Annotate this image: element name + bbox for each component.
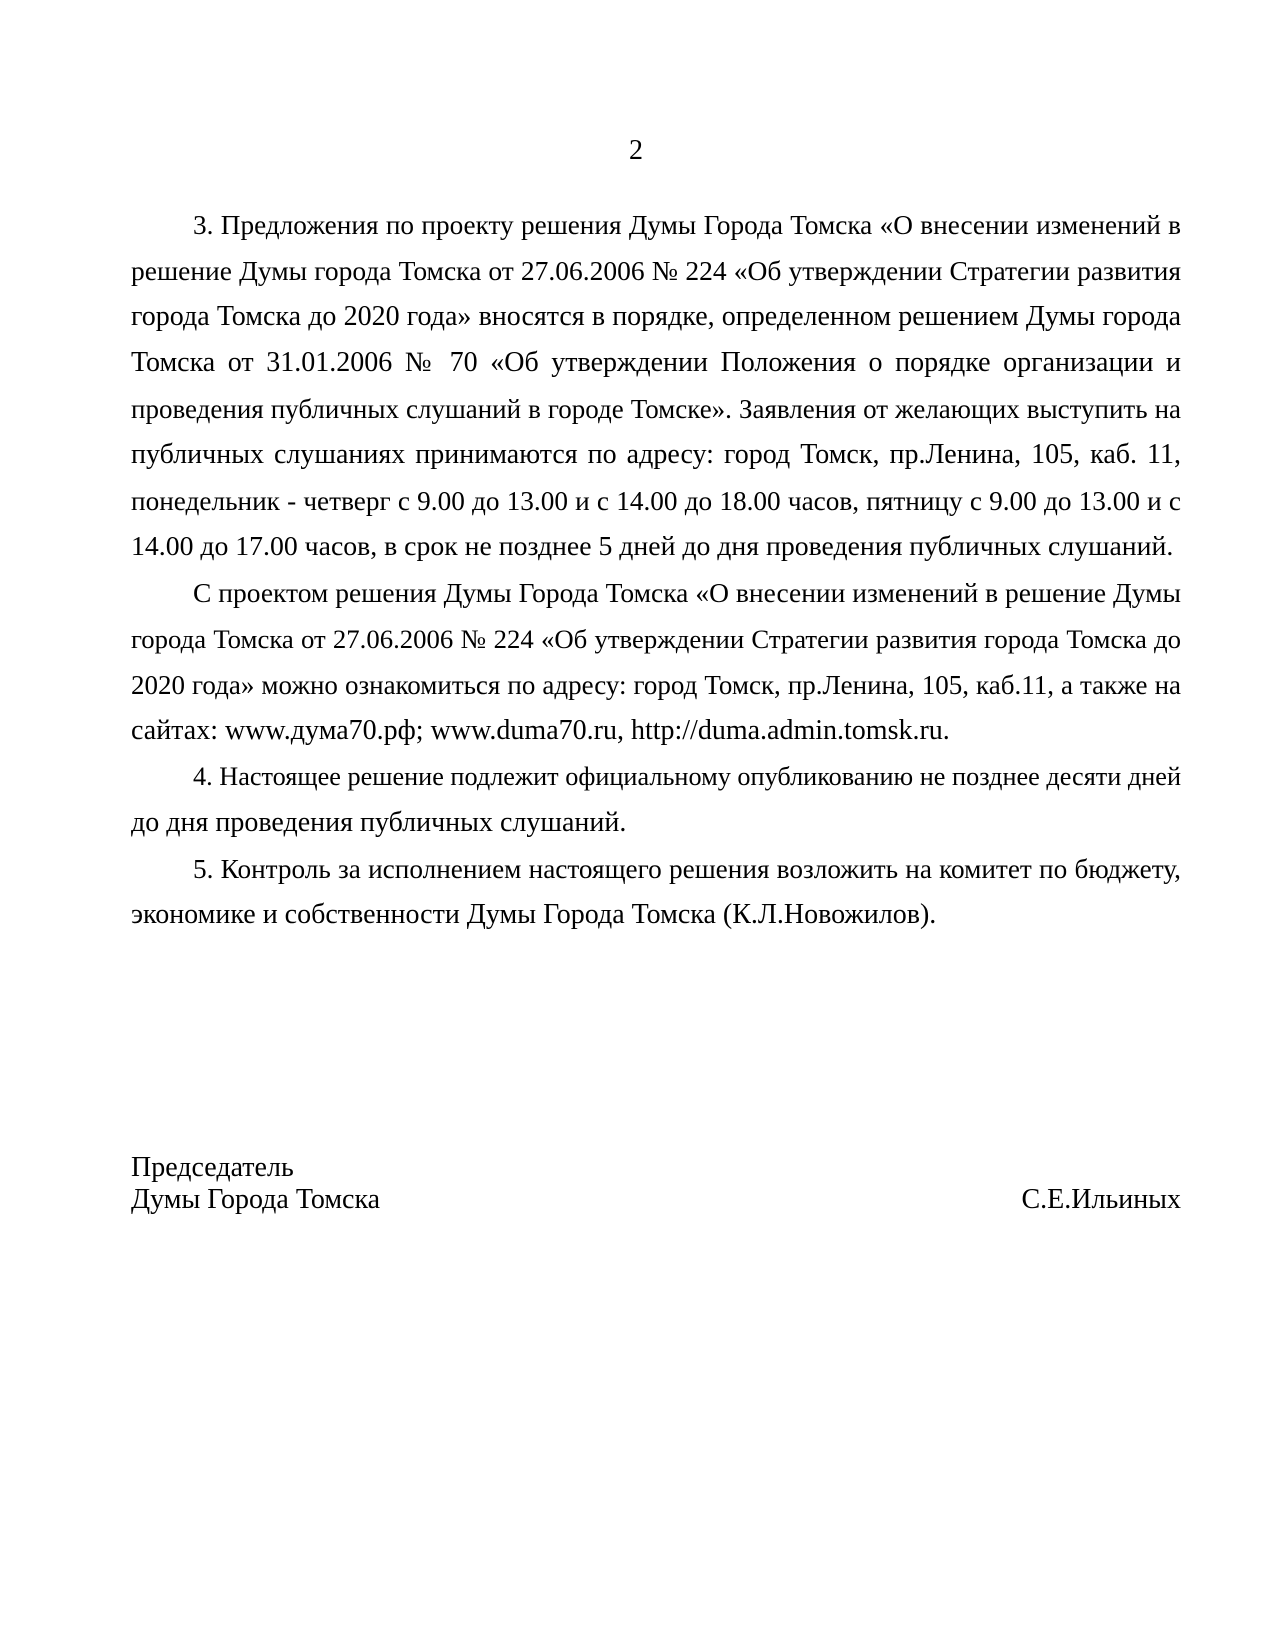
paragraph-item-5 xyxy=(131,846,1181,938)
text-line: Томска от 31.01.2006 № 70 «Об утверждении Положения о порядке организации и xyxy=(131,347,1181,378)
text-line: 5. Контроль за исполнением настоящего решения возложить на комитет по бюджету, xyxy=(193,854,1181,884)
text-line: 4. Настоящее решение подлежит официальному опубликованию не позднее десяти дней xyxy=(193,762,1181,791)
text-line: 14.00 до 17.00 часов, в срок не позднее 5 дней до дня проведения публичных слушаний. xyxy=(131,531,1174,562)
text-line: решение Думы города Томска от 27.06.2006 № 224 «Об утверждении Стратегии развития xyxy=(131,255,1181,286)
text-line: понедельник - четверг с 9.00 до 13.00 и с 14.00 до 18.00 часов, пятницу с 9.00 до 13.00 и с xyxy=(131,486,1181,516)
text-line: города Томска от 27.06.2006 № 224 «Об утверждении Стратегии развития города Томска до xyxy=(131,624,1181,654)
text-line: сайтах: www.дума70.рф; www.duma70.ru, http://duma.admin.tomsk.ru. xyxy=(131,715,950,746)
paragraph-item-3 xyxy=(131,202,1181,570)
text-line: города Томска до 2020 года» вносятся в порядке, определенном решением Думы города xyxy=(131,301,1181,332)
text-line: проведения публичных слушаний в городе Томске». Заявления от желающих выступить на xyxy=(131,394,1181,424)
text-line: 2020 года» можно ознакомиться по адресу: город Томск, пр.Ленина, 105, каб.11, а также на xyxy=(131,670,1181,700)
text-line: экономике и собственности Думы Города Томска (К.Л.Новожилов). xyxy=(131,899,937,930)
signature-title-line: Председатель xyxy=(131,1152,294,1183)
document-body xyxy=(131,202,1181,938)
paragraph-item-4 xyxy=(131,754,1181,846)
text-line: публичных слушаниях принимаются по адресу: город Томск, пр.Ленина, 105, каб. 11, xyxy=(131,439,1181,470)
page-number: 2 xyxy=(629,135,643,166)
signature-name: С.Е.Ильиных xyxy=(1021,1184,1181,1215)
text-line: С проектом решения Думы Города Томска «О внесении изменений в решение Думы xyxy=(193,577,1181,608)
paragraph-project-info xyxy=(131,570,1181,754)
signature-title-line: Думы Города Томска xyxy=(131,1184,381,1215)
text-line: до дня проведения публичных слушаний. xyxy=(131,807,627,838)
text-line: 3. Предложения по проекту решения Думы Города Томска «О внесении изменений в xyxy=(193,210,1181,240)
